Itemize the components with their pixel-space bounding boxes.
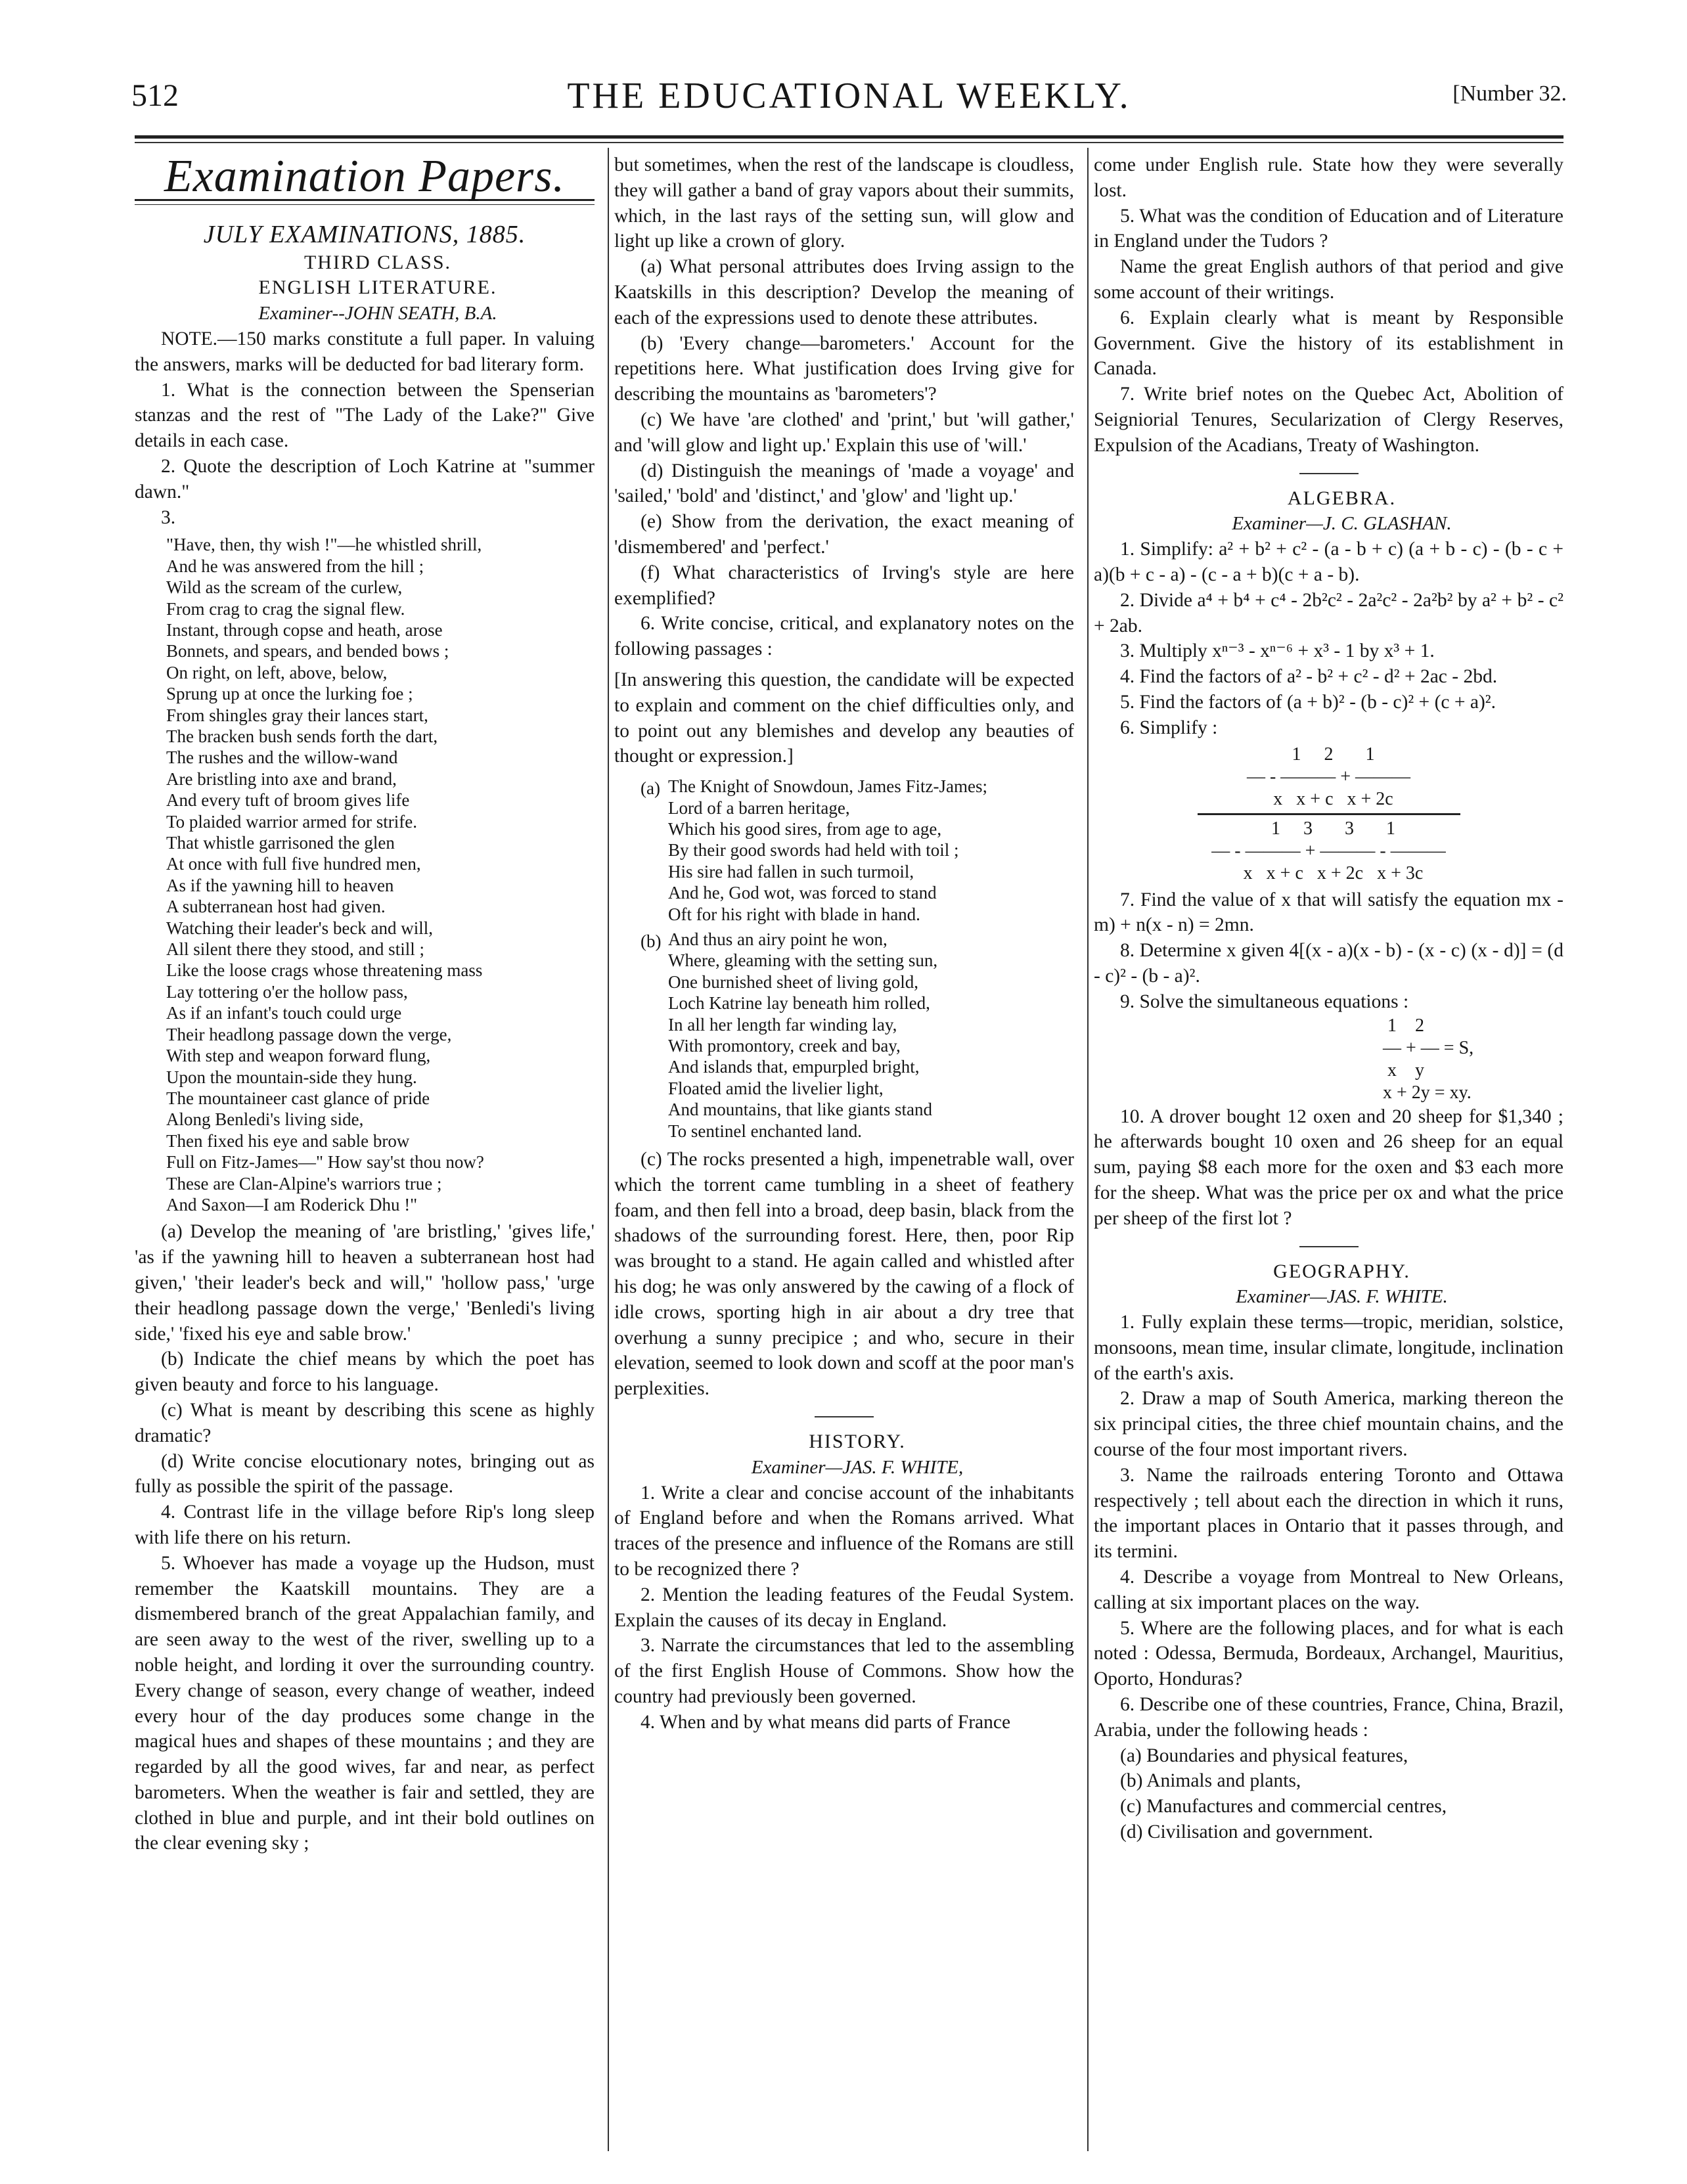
geography-q4: 4. Describe a voyage from Montreal to New Orleans, calling at six important places on the way. (1094, 1567, 1563, 1613)
poem-line: These are Clan-Alpine's warriors true ; (166, 1173, 442, 1193)
history-q6: 6. Explain clearly what is meant by Responsible Government. Give the history of its establishment in Canada. (1094, 307, 1563, 380)
history-q4: 4. When and by what means did parts of France (641, 1711, 1011, 1733)
passage-b (614, 929, 1074, 1142)
poem-line: Full on Fitz-James—" How say'st thou now? (166, 1152, 484, 1172)
poem-line: Sprung up at once the lurking foe ; (166, 684, 413, 704)
poem-line: Floated amid the livelier light, (668, 1078, 884, 1098)
english-q2: 2. Quote the description of Loch Katrine at "summer dawn." (135, 455, 595, 502)
poem-line: Upon the mountain-side they hung. (166, 1067, 417, 1087)
english-q5a: (a) What personal attributes does Irving assign to the Kaatskills in this description? Develop the meaning of each of the expressions used to denote these attributes. (614, 256, 1074, 328)
poem-line: Along Benledi's living side, (166, 1109, 364, 1130)
algebra-q3: 3. Multiply xⁿ⁻³ - xⁿ⁻⁶ + x³ - 1 by x³ + 1. (1120, 640, 1435, 662)
poem-line: Loch Katrine lay beneath him rolled, (668, 993, 930, 1014)
english-q6-note: [In answering this question, the candidate will be expected to explain and comment on the chief difficulties only, and to point out any blemishes and develop any beauties of thought or expression.] (614, 669, 1074, 767)
passage-a-label: (a) (641, 778, 660, 799)
english-q3b: (b) Indicate the chief means by which the poet has given beauty and force to his language. (135, 1348, 595, 1396)
column-1 (135, 152, 595, 1856)
section-divider (815, 1416, 874, 1417)
page-header (131, 78, 1567, 123)
english-q3-number: 3. (161, 506, 176, 528)
passage-a-lines (668, 776, 1074, 925)
column-divider-1 (608, 148, 609, 2151)
history-examiner: Examiner—JAS. F. WHITE, (751, 1456, 964, 1478)
poem-line: With promontory, creek and bay, (668, 1036, 901, 1056)
poem-line: From shingles gray their lances start, (166, 705, 428, 725)
geography-q6d: (d) Civilisation and government. (1120, 1821, 1374, 1843)
poem-line: And Saxon—I am Roderick Dhu !" (166, 1194, 418, 1215)
section-divider (1299, 1246, 1359, 1247)
poem-line: And islands that, empurpled bright, (668, 1057, 920, 1077)
poem-line: To sentinel enchanted land. (668, 1121, 863, 1141)
algebra-q2: 2. Divide a⁴ + b⁴ + c⁴ - 2b²c² - 2a²c² - 2a²b² by a² + b² - c² + 2ab. (1094, 589, 1563, 636)
history-q2: 2. Mention the leading features of the Feudal System. Explain the causes of its decay in England. (614, 1584, 1074, 1631)
poem-line: And he, God wot, was forced to stand (668, 883, 937, 903)
english-heading: ENGLISH LITERATURE. (258, 277, 497, 299)
english-q3d: (d) Write concise elocutionary notes, bringing out as fully as possible the spirit of the passage. (135, 1450, 595, 1498)
english-q5b: (b) 'Every change—barometers.' Account for the repetitions here. What justification does Irving give for describing the mountains as 'barometers'? (614, 332, 1074, 405)
history-q1: 1. Write a clear and concise account of the inhabitants of England before and when the Romans arrived. What traces of the presence and influence of the Romans are still to be recognized there ? (614, 1482, 1074, 1580)
poem-line: At once with full five hundred men, (166, 854, 421, 874)
english-q5d: (d) Distinguish the meanings of 'made a voyage' and 'sailed,' 'bold' and 'distinct,' and 'glow' and 'light up.' (614, 460, 1074, 507)
poem-line: Wild as the scream of the curlew, (166, 577, 403, 598)
geography-examiner: Examiner—JAS. F. WHITE. (1236, 1286, 1448, 1308)
poem-line: And mountains, that like giants stand (668, 1100, 932, 1120)
passage-a (614, 776, 1074, 925)
header-rule-thin (135, 142, 1563, 143)
english-q4: 4. Contrast life in the village before Rip's long sleep with life there on his return. (135, 1502, 595, 1548)
algebra-q8: 8. Determine x given 4[(x - a)(x - b) - (x - c) (x - d)] = (d - c)² - (b - a)². (1094, 940, 1563, 987)
poem-line: On right, on left, above, below, (166, 662, 388, 682)
poem-line: Lay tottering o'er the hollow pass, (166, 981, 408, 1002)
poem-line: To plaided warrior armed for strife. (166, 811, 417, 832)
english-q5: 5. Whoever has made a voyage up the Hudson, must remember the Kaatskill mountains. They are a dismembered branch of the great Appalachian family, and are seen away to the west of the river, swelling up to a noble height, and lording it over the surrounding country. Every change of season, every change of weather, indeed every hour of the day produces some change in the magical hues and shapes of these mountains ; and they are regarded by all the good wives, far and near, as perfect barometers. When the weather is fair and settled, they are clothed in blue and purple, and int their bold outlines on the clear evening sky ; (135, 1552, 595, 1854)
history-heading: HISTORY. (809, 1431, 906, 1452)
fraction-denominator: 1 3 3 1 — - ——— + ——— - ——— x x + c x + 2c x + 3c (1211, 818, 1446, 883)
algebra-q9: 9. Solve the simultaneous equations : (1120, 991, 1409, 1012)
poem-line: Then fixed his eye and sable brow (166, 1130, 410, 1151)
poem-line: All silent there they stood, and still ; (166, 939, 424, 960)
geography-q6a: (a) Boundaries and physical features, (1120, 1745, 1408, 1766)
geography-q2: 2. Draw a map of South America, marking thereon the six principal cities, the three chief mountain chains, and the course of the four most important rivers. (1094, 1388, 1563, 1461)
fraction-numerator: 1 2 1 — - ——— + ——— x x + c x + 2c (1246, 744, 1411, 809)
english-q1: 1. What is the connection between the Spenserian stanzas and the rest of "The Lady of the Lake?" Give details in each case. (135, 379, 595, 452)
poem-line: Where, gleaming with the setting sun, (668, 950, 938, 971)
poem-line: Watching their leader's beck and will, (166, 918, 434, 938)
poem-line: His sire had fallen in such turmoil, (668, 861, 914, 881)
section-title: Examination Papers. (164, 151, 566, 202)
poem-line: As if the yawning hill to heaven (166, 875, 394, 895)
history-q4-continued: come under English rule. State how they were severally lost. (1094, 154, 1563, 201)
geography-q6c: (c) Manufactures and commercial centres, (1120, 1796, 1447, 1817)
algebra-q10: 10. A drover bought 12 oxen and 20 sheep for $1,340 ; he afterwards bought 10 oxen and 26 sheep for an equal sum, paying $8 each more for the oxen and $3 each more for the sheep. What was the price per ox and what the price per sheep of the first lot ? (1094, 1105, 1563, 1229)
english-q5e: (e) Show from the derivation, the exact meaning of 'dismembered' and 'perfect.' (614, 511, 1074, 558)
poem-line: As if an infant's touch could urge (166, 1003, 402, 1023)
history-q5b: Name the great English authors of that period and give some account of their writings. (1094, 256, 1563, 303)
poem-line: Which his good sires, from age to age, (668, 818, 942, 839)
algebra-q4: 4. Find the factors of a² - b² + c² - d² + 2ac - 2bd. (1120, 666, 1498, 688)
poem-line: "Have, then, thy wish !"—he whistled shrill, (166, 535, 482, 555)
column-2 (614, 152, 1074, 1735)
section-divider (1299, 473, 1359, 474)
poem-line: A subterranean host had given. (166, 897, 386, 917)
passage-b-lines (668, 929, 1074, 1142)
geography-q1: 1. Fully explain these terms—tropic, meridian, solstice, monsoons, mean time, insular climate, longitude, inclination of the earth's axis. (1094, 1312, 1563, 1384)
poem-line: Like the loose crags whose threatening mass (166, 960, 483, 981)
fraction-bar (1198, 813, 1460, 815)
section-subtitle: JULY EXAMINATIONS, 1885. (203, 220, 526, 248)
history-q5: 5. What was the condition of Education and of Literature in England under the Tudors ? (1094, 205, 1563, 252)
poem-line: Oft for his right with blade in hand. (668, 904, 920, 924)
class-label: THIRD CLASS. (304, 251, 452, 273)
issue-number: [Number 32. (1452, 81, 1567, 106)
geography-q6b: (b) Animals and plants, (1120, 1770, 1301, 1792)
history-q7: 7. Write brief notes on the Quebec Act, Abolition of Seigniorial Tenures, Secularization of Clergy Reserves, Expulsion of the Acadians, Treaty of Washington. (1094, 384, 1563, 456)
poem-line: That whistle garrisoned the glen (166, 833, 395, 853)
algebra-q6: 6. Simplify : (1120, 717, 1218, 738)
passage-b-label: (b) (641, 931, 662, 951)
english-q6: 6. Write concise, critical, and explanatory notes on the following passages : (614, 613, 1074, 660)
geography-q5: 5. Where are the following places, and for what is each noted : Odessa, Bermuda, Bordeaux, Archangel, Mauritius, Oporto, Honduras? (1094, 1617, 1563, 1690)
algebra-heading: ALGEBRA. (1287, 487, 1397, 509)
equation-1: 1 2 — + — = S, x y (1383, 1015, 1474, 1081)
equation-2: x + 2y = xy. (1383, 1082, 1472, 1103)
geography-heading: GEOGRAPHY. (1273, 1260, 1410, 1282)
geography-q3: 3. Name the railroads entering Toronto and Ottawa respectively ; tell about each the direction in which it runs, the important places in Ontario that it passes through, and its termini. (1094, 1464, 1563, 1563)
poem-line: And every tuft of broom gives life (166, 790, 410, 811)
english-q5f: (f) What characteristics of Irving's style are here exemplified? (614, 562, 1074, 609)
header-rule (135, 135, 1563, 139)
algebra-q7: 7. Find the value of x that will satisfy the equation mx - m) + n(x - n) = 2mn. (1094, 889, 1563, 936)
poem-line: One burnished sheet of living gold, (668, 971, 918, 992)
masthead: THE EDUCATIONAL WEEKLY. (567, 76, 1131, 116)
poem-line: The bracken bush sends forth the dart, (166, 726, 438, 747)
poem-line: With step and weapon forward flung, (166, 1046, 431, 1066)
english-q5-continued: but sometimes, when the rest of the landscape is cloudless, they will gather a band of gray vapors about their summits, which, in the last rays of the setting sun, will glow and light up like a crown of glory. (614, 154, 1074, 252)
poem-line: By their good swords had held with toil ; (668, 840, 959, 860)
poem-line: The rushes and the willow-wand (166, 747, 398, 768)
algebra-q5: 5. Find the factors of (a + b)² - (b - c)² + (c + a)². (1120, 691, 1496, 713)
poem-line: Instant, through copse and heath, arose (166, 619, 443, 640)
column-3 (1094, 152, 1563, 1845)
column-divider-2 (1087, 148, 1089, 2151)
history-q3: 3. Narrate the circumstances that led to the assembling of the first English House of Commons. Show how the country had previously been governed. (614, 1635, 1074, 1707)
poem-line: In all her length far winding lay, (668, 1014, 897, 1035)
poem-line: Are bristling into axe and brand, (166, 769, 397, 789)
poem-line: And thus an airy point he won, (668, 929, 888, 949)
english-note: NOTE.—150 marks constitute a full paper. In valuing the answers, marks will be deducted for bad literary form. (135, 328, 595, 375)
poem-passage (166, 534, 595, 1215)
poem-line: Bonnets, and spears, and bended bows ; (166, 641, 449, 661)
algebra-q1: 1. Simplify: a² + b² + c² - (a - b + c) (a + b - c) - (b - c + a)(b + c - a) - (c - a + b)(c + a - b). (1094, 539, 1563, 585)
english-passage-c: (c) The rocks presented a high, impenetrable wall, over which the torrent came tumbling in a sheet of feathery foam, and then fell into a broad, deep basin, black from the shadows of the surrounding forest. Here, then, poor Rip was brought to a stand. He again called and whistled after his dog; he was only answered by the cawing of a flock of idle crows, sporting high in air about a dry tree that overhung a sunny precipice ; and who, secure in their elevation, seemed to look down and scoff at the poor man's perplexities. (614, 1149, 1074, 1400)
poem-line: Their headlong passage down the verge, (166, 1024, 452, 1044)
poem-line: Lord of a barren heritage, (668, 797, 850, 818)
algebra-examiner: Examiner—J. C. GLASHAN. (1232, 513, 1452, 535)
english-q3c: (c) What is meant by describing this scene as highly dramatic? (135, 1399, 595, 1446)
english-q5c: (c) We have 'are clothed' and 'print,' but 'will gather,' and 'will glow and light up.' Explain this use of 'will.' (614, 409, 1074, 456)
english-examiner: Examiner--JOHN SEATH, B.A. (258, 303, 497, 324)
geography-q6: 6. Describe one of these countries, France, China, Brazil, Arabia, under the following heads : (1094, 1694, 1563, 1741)
poem-line: The mountaineer cast glance of pride (166, 1088, 430, 1108)
poem-line: And he was answered from the hill ; (166, 556, 424, 576)
poem-line: From crag to crag the signal flew. (166, 598, 405, 619)
poem-line: The Knight of Snowdoun, James Fitz-James; (668, 776, 987, 797)
english-q3a: (a) Develop the meaning of 'are bristling,' 'gives life,' 'as if the yawning hill to heaven a subterranean host had given,' 'their leader's beck and will," 'hollow pass,' 'urge their headlong passage down the verge,' 'Benledi's living side,' 'fixed his eye and sable brow.' (135, 1221, 595, 1345)
page-number: 512 (131, 78, 179, 113)
